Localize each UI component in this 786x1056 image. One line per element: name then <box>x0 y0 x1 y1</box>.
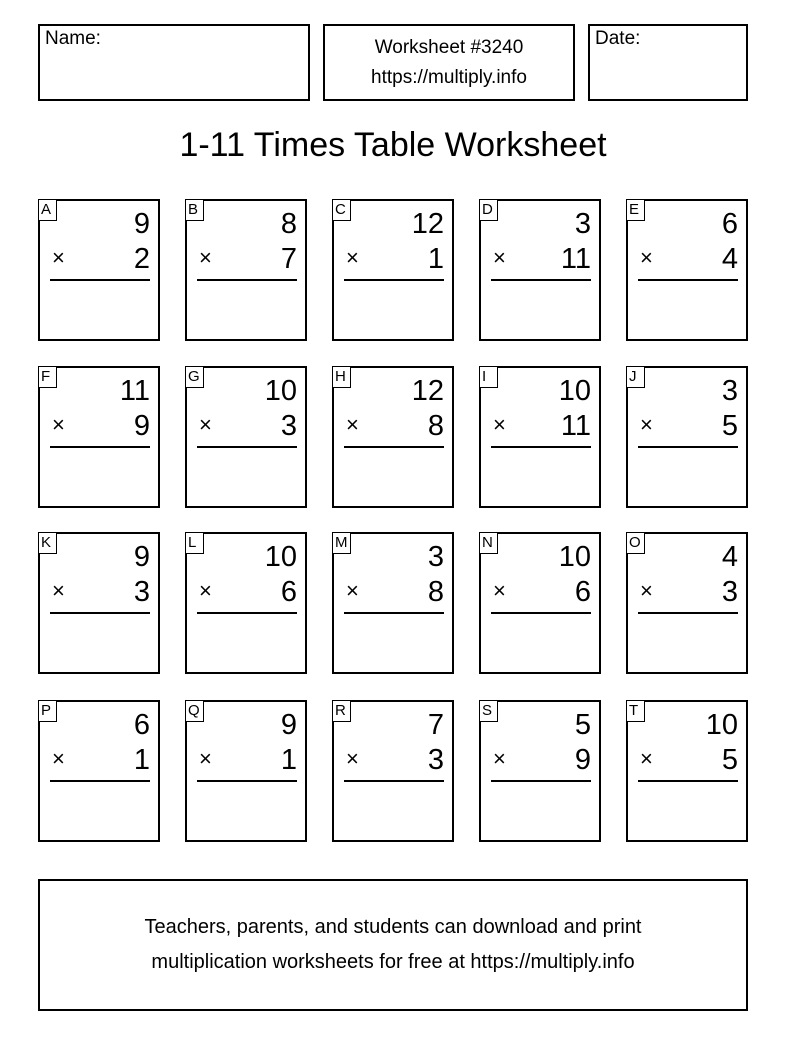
multiplicand: 5 <box>574 709 591 741</box>
answer-line <box>491 612 591 614</box>
multiplicand: 11 <box>119 375 150 407</box>
footer-note <box>38 879 748 1011</box>
problem-card[interactable] <box>626 700 748 842</box>
multiplicand: 10 <box>705 709 738 741</box>
problem-card[interactable] <box>479 700 601 842</box>
problem-card[interactable] <box>479 199 601 341</box>
multiplier: 6 <box>280 576 297 608</box>
multiplier: 5 <box>721 744 738 776</box>
problem-label: E <box>626 199 645 221</box>
date-label: Date: <box>595 28 641 49</box>
times-sign: × <box>493 578 506 603</box>
problem-card[interactable] <box>332 366 454 508</box>
problem-card[interactable] <box>185 532 307 674</box>
multiplicand: 12 <box>411 208 444 240</box>
footer-line-1: Teachers, parents, and students can download and print <box>144 916 642 938</box>
problem-card[interactable] <box>479 366 601 508</box>
problem-card[interactable] <box>185 700 307 842</box>
problem-card[interactable] <box>38 532 160 674</box>
multiplier: 3 <box>280 410 297 442</box>
multiplicand: 10 <box>264 375 297 407</box>
problem-card[interactable] <box>332 199 454 341</box>
times-sign: × <box>346 746 359 771</box>
multiplier: 3 <box>427 744 444 776</box>
multiplier: 4 <box>721 243 738 275</box>
footer-line-2: multiplication worksheets for free at https://multiply.info <box>151 951 635 973</box>
problem-card[interactable] <box>332 700 454 842</box>
problem-card[interactable] <box>626 366 748 508</box>
multiplier: 1 <box>280 744 297 776</box>
multiplier: 7 <box>280 243 297 275</box>
worksheet-id: Worksheet #3240 <box>374 37 524 58</box>
problem-label: T <box>626 700 645 722</box>
answer-line <box>197 279 297 281</box>
multiplier: 9 <box>133 410 150 442</box>
multiplier: 3 <box>721 576 738 608</box>
multiplier: 8 <box>427 576 444 608</box>
multiplicand: 3 <box>574 208 591 240</box>
date-box[interactable] <box>588 24 748 101</box>
times-sign: × <box>640 245 653 270</box>
multiplier: 8 <box>427 410 444 442</box>
problem-label: B <box>185 199 204 221</box>
problem-label: H <box>332 366 351 388</box>
problem-card[interactable] <box>185 366 307 508</box>
worksheet-info-box <box>323 24 575 101</box>
multiplier: 1 <box>427 243 444 275</box>
multiplicand: 12 <box>411 375 444 407</box>
multiplicand: 8 <box>280 208 297 240</box>
times-sign: × <box>346 245 359 270</box>
multiplicand: 7 <box>427 709 444 741</box>
answer-line <box>638 612 738 614</box>
problem-label: K <box>38 532 57 554</box>
problem-card[interactable] <box>38 199 160 341</box>
multiplier: 1 <box>133 744 150 776</box>
page-title: 1-11 Times Table Worksheet <box>179 126 607 164</box>
multiplier: 6 <box>574 576 591 608</box>
multiplier: 11 <box>560 410 591 442</box>
worksheet-url: https://multiply.info <box>371 67 527 88</box>
problem-label: M <box>332 532 351 554</box>
multiplicand: 9 <box>280 709 297 741</box>
answer-line <box>50 780 150 782</box>
answer-line <box>491 446 591 448</box>
multiplier: 5 <box>721 410 738 442</box>
answer-line <box>638 780 738 782</box>
multiplicand: 9 <box>133 208 150 240</box>
times-sign: × <box>640 578 653 603</box>
multiplicand: 6 <box>133 709 150 741</box>
answer-line <box>344 279 444 281</box>
times-sign: × <box>493 746 506 771</box>
answer-line <box>50 612 150 614</box>
times-sign: × <box>199 412 212 437</box>
times-sign: × <box>640 746 653 771</box>
answer-line <box>638 279 738 281</box>
answer-line <box>197 446 297 448</box>
answer-line <box>50 279 150 281</box>
answer-line <box>197 780 297 782</box>
times-sign: × <box>199 578 212 603</box>
problem-label: P <box>38 700 57 722</box>
multiplicand: 4 <box>721 541 738 573</box>
multiplicand: 3 <box>721 375 738 407</box>
multiplier: 2 <box>133 243 150 275</box>
problem-label: S <box>479 700 498 722</box>
times-sign: × <box>493 245 506 270</box>
answer-line <box>491 780 591 782</box>
times-sign: × <box>199 245 212 270</box>
answer-line <box>491 279 591 281</box>
multiplicand: 3 <box>427 541 444 573</box>
problem-label: J <box>626 366 645 388</box>
answer-line <box>50 446 150 448</box>
times-sign: × <box>52 578 65 603</box>
multiplicand: 9 <box>133 541 150 573</box>
times-sign: × <box>493 412 506 437</box>
problem-label: A <box>38 199 57 221</box>
answer-line <box>344 612 444 614</box>
multiplier: 11 <box>560 243 591 275</box>
answer-line <box>344 780 444 782</box>
problem-label: C <box>332 199 351 221</box>
problem-label: L <box>185 532 204 554</box>
problem-card[interactable] <box>626 199 748 341</box>
problem-card[interactable] <box>626 532 748 674</box>
times-sign: × <box>346 578 359 603</box>
problem-label: N <box>479 532 498 554</box>
problem-label: F <box>38 366 57 388</box>
problem-label: I <box>479 366 498 388</box>
problem-label: Q <box>185 700 204 722</box>
times-sign: × <box>52 412 65 437</box>
problem-label: O <box>626 532 645 554</box>
problem-card[interactable] <box>38 700 160 842</box>
multiplier: 3 <box>133 576 150 608</box>
problem-card[interactable] <box>38 366 160 508</box>
multiplicand: 10 <box>264 541 297 573</box>
multiplicand: 10 <box>558 375 591 407</box>
answer-line <box>638 446 738 448</box>
times-sign: × <box>199 746 212 771</box>
name-box[interactable] <box>38 24 310 101</box>
problem-label: R <box>332 700 351 722</box>
multiplicand: 10 <box>558 541 591 573</box>
problem-label: D <box>479 199 498 221</box>
answer-line <box>344 446 444 448</box>
problem-card[interactable] <box>479 532 601 674</box>
name-label: Name: <box>45 28 101 49</box>
times-sign: × <box>346 412 359 437</box>
times-sign: × <box>640 412 653 437</box>
multiplicand: 6 <box>721 208 738 240</box>
problem-card[interactable] <box>185 199 307 341</box>
problem-label: G <box>185 366 204 388</box>
answer-line <box>197 612 297 614</box>
multiplier: 9 <box>574 744 591 776</box>
problem-card[interactable] <box>332 532 454 674</box>
times-sign: × <box>52 746 65 771</box>
times-sign: × <box>52 245 65 270</box>
